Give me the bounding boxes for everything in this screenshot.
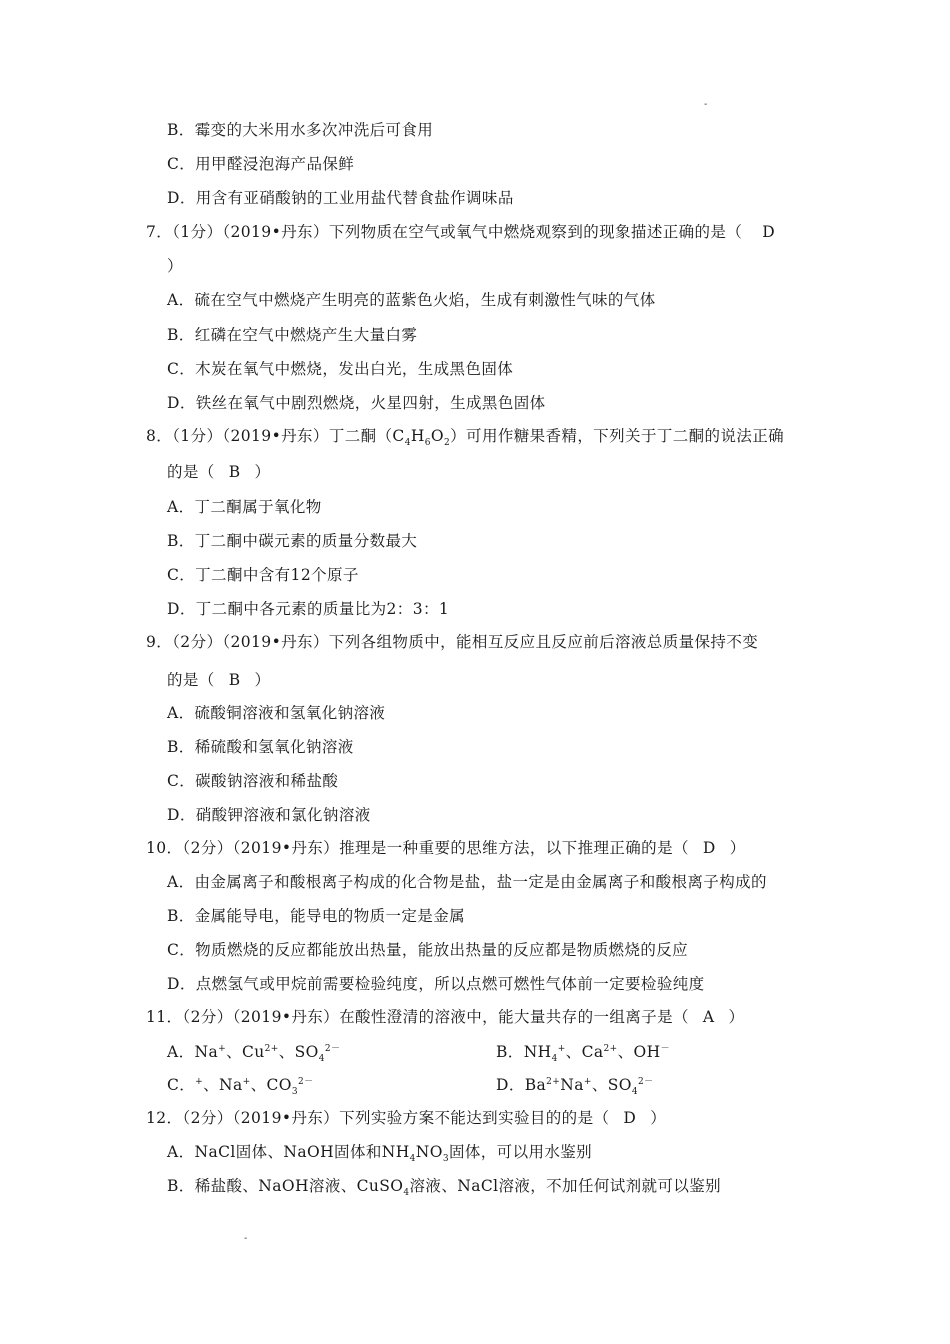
- q11-answer: A: [702, 1008, 715, 1026]
- q11-b-text-3: 、OH: [617, 1043, 661, 1061]
- q8-option-a: A．丁二酮属于氧化物: [167, 498, 322, 516]
- q7-option-d: D．铁丝在氧气中剧烈燃烧，火星四射，生成黑色固体: [167, 394, 546, 412]
- q6-option-b: B．霉变的大米用水多次冲洗后可食用: [167, 121, 434, 139]
- q11-b-sup-1: +: [557, 1043, 566, 1054]
- q11-b-sup-3: －: [660, 1043, 670, 1054]
- q9-option-b: B．稀硫酸和氢氧化钠溶液: [167, 738, 354, 756]
- q9-close-paren: ）: [254, 671, 271, 689]
- q11-c-text-1: C．: [167, 1076, 196, 1094]
- q11-b-sub-1: 4: [551, 1054, 558, 1065]
- q8-stem-text-2: ）可用作糖果香精，下列关于丁二酮的说法正确: [450, 427, 785, 445]
- q12-a-text-2: NO: [415, 1143, 443, 1161]
- q6-option-c: C．用甲醛浸泡海产品保鲜: [167, 155, 355, 173]
- q7-option-b: B．红磷在空气中燃烧产生大量白雾: [167, 326, 418, 344]
- q11-c-sup-3: 2－: [298, 1076, 314, 1087]
- q8-formula-h: H: [410, 427, 425, 445]
- q8-option-b: B．丁二酮中碳元素的质量分数最大: [167, 532, 418, 550]
- q10-option-d: D．点燃氢气或甲烷前需要检验纯度，所以点燃可燃性气体前一定要检验纯度: [167, 975, 705, 993]
- q12-option-b: [167, 1176, 722, 1199]
- q8-answer: B: [228, 463, 241, 481]
- q11-a-text-1: A．Na: [167, 1043, 219, 1061]
- q11-d-sup-1: 2+: [546, 1076, 561, 1087]
- q11-stem: [146, 1007, 744, 1027]
- q9-stem: 9．（2分）（2019•丹东）下列各组物质中，能相互反应且反应前后溶液总质量保持不变: [146, 633, 759, 651]
- q11-option-a: [167, 1042, 341, 1065]
- q7-close-paren: ）: [167, 257, 183, 275]
- q11-d-text-2: Na: [560, 1076, 584, 1094]
- q12-b-text-1: B．稀盐酸、NaOH溶液、CuSO: [167, 1177, 404, 1195]
- q10-answer: D: [702, 839, 716, 857]
- q8-stem-text-3: 的是（: [167, 463, 215, 481]
- q9-answer: B: [228, 671, 241, 689]
- q8-option-d: D．丁二酮中各元素的质量比为2：3：1: [167, 600, 450, 618]
- q11-a-sup-2: 2+: [264, 1043, 279, 1054]
- q7-stem-text: 7．（1分）（2019•丹东）下列物质在空气或氧气中燃烧观察到的现象描述正确的是（: [146, 223, 743, 241]
- q12-close-paren: ）: [650, 1109, 667, 1127]
- q12-stem: [146, 1108, 666, 1128]
- q12-stem-text: 12．（2分）（2019•丹东）下列实验方案不能达到实验目的的是（: [146, 1109, 610, 1127]
- q9-option-c: C．碳酸钠溶液和稀盐酸: [167, 772, 339, 790]
- q11-option-d: [496, 1075, 654, 1098]
- q10-option-c: C．物质燃烧的反应都能放出热量，能放出热量的反应都是物质燃烧的反应: [167, 941, 689, 959]
- q10-option-b: B．金属能导电，能导电的物质一定是金属: [167, 907, 465, 925]
- q11-d-sup-3: 2－: [637, 1076, 654, 1087]
- q10-stem-text: 10．（2分）（2019•丹东）推理是一种重要的思维方法，以下推理正确的是（: [146, 839, 689, 857]
- q10-stem: [146, 838, 746, 858]
- q11-b-sup-2: 2+: [603, 1043, 618, 1054]
- q11-c-text-2: 、Na: [203, 1076, 243, 1094]
- q12-a-sub-1: 4: [409, 1154, 416, 1165]
- q8-stem-line2: [167, 462, 270, 482]
- q11-a-text-2: 、Cu: [226, 1043, 265, 1061]
- q12-b-sub-1: 4: [403, 1188, 410, 1199]
- q8-formula-sub-3: 2: [444, 438, 451, 449]
- q11-a-text-3: 、SO: [278, 1043, 319, 1061]
- q11-stem-text: 11．（2分）（2019•丹东）在酸性澄清的溶液中，能大量共存的一组离子是（: [146, 1008, 689, 1026]
- q11-a-sup-1: +: [218, 1043, 227, 1054]
- q7-stem: [146, 222, 775, 242]
- q7-answer: D: [762, 223, 776, 241]
- q11-d-text-1: D．Ba: [496, 1076, 547, 1094]
- q8-stem: [146, 426, 785, 449]
- q6-option-d: D．用含有亚硝酸钠的工业用盐代替食盐作调味品: [167, 189, 514, 207]
- q10-option-a: A．由金属离子和酸根离子构成的化合物是盐，盐一定是由金属离子和酸根离子构成的: [167, 873, 767, 891]
- q7-option-a: A．硫在空气中燃烧产生明亮的蓝紫色火焰，生成有刺激性气味的气体: [167, 291, 656, 309]
- q9-stem-line2: [167, 670, 270, 690]
- q11-d-text-3: 、SO: [591, 1076, 632, 1094]
- q11-close-paren: ）: [728, 1008, 745, 1026]
- q11-b-text-1: B．NH: [496, 1043, 552, 1061]
- q12-option-a: [167, 1142, 593, 1165]
- q11-c-sup-2: +: [242, 1076, 251, 1087]
- q8-formula-sub-2: 6: [424, 438, 431, 449]
- q8-formula-o: O: [430, 427, 444, 445]
- q11-b-text-2: 、Ca: [565, 1043, 604, 1061]
- q11-option-b: [496, 1042, 670, 1065]
- q8-close-paren: ）: [254, 463, 271, 481]
- q9-option-a: A．硫酸铜溶液和氢氧化钠溶液: [167, 704, 386, 722]
- q11-d-sub-3: 4: [631, 1087, 638, 1098]
- q8-option-c: C．丁二酮中含有12个原子: [167, 566, 359, 584]
- bottom-page-mark: -: [244, 1233, 248, 1244]
- q12-answer: D: [623, 1109, 637, 1127]
- q12-a-text-1: A．NaCl固体、NaOH固体和NH: [167, 1143, 410, 1161]
- q11-c-sup-1: +: [195, 1076, 204, 1087]
- q11-a-sub-3: 4: [318, 1054, 325, 1065]
- q7-option-c: C．木炭在氧气中燃烧，发出白光，生成黑色固体: [167, 360, 514, 378]
- q12-a-text-3: 固体，可以用水鉴别: [448, 1143, 593, 1161]
- q11-a-sup-3: 2－: [324, 1043, 341, 1054]
- q9-option-d: D．硝酸钾溶液和氯化钠溶液: [167, 806, 371, 824]
- q12-b-text-2: 溶液、NaCl溶液，不加任何试剂就可以鉴别: [409, 1177, 722, 1195]
- q11-d-sup-2: +: [583, 1076, 592, 1087]
- q8-stem-text: 8．（1分）（2019•丹东）丁二酮（C: [146, 427, 405, 445]
- q11-c-text-3: 、CO: [250, 1076, 292, 1094]
- q9-stem-text-2: 的是（: [167, 671, 215, 689]
- top-page-mark: -: [704, 99, 708, 110]
- q10-close-paren: ）: [729, 839, 746, 857]
- q11-c-sub-3: 3: [291, 1087, 299, 1098]
- q11-option-c: [167, 1075, 314, 1098]
- q12-a-sub-2: 3: [442, 1154, 449, 1165]
- q8-formula-sub-1: 4: [404, 438, 411, 449]
